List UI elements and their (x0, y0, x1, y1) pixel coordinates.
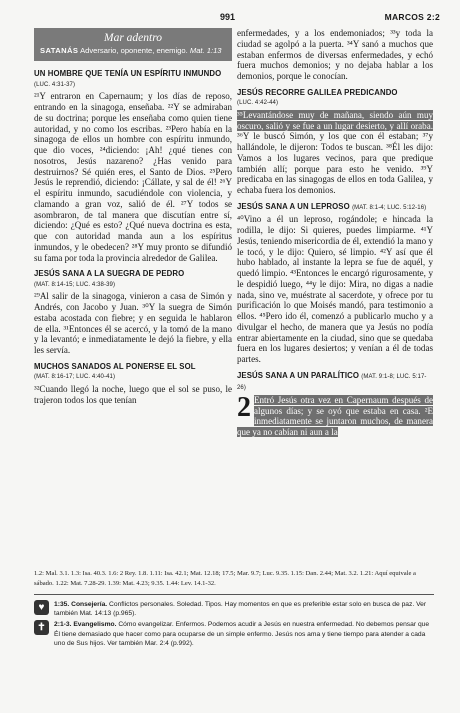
section-text (237, 391, 433, 438)
cross-icon: ✝ (34, 620, 49, 635)
heart-icon: ♥ (34, 600, 49, 615)
page-number: 991 (220, 12, 236, 22)
cross-references: 1.2: Mal. 3.1. 1.3: Isa. 40.3. 1.6: 2 Rey. 1.8. 1.11: Isa. 42.1; Mat. 12.18; 17.5; Mar. 9.7; Luc. 9.35. 1.15: Dan. 2.44; Mat. 3.2. 1.21: Aquí equivale a sábado. 1.22: Mat. 7.28-29. 1.39: Mat. 4.23; 9.35. 1.44: Lev. 14.1-32. (34, 570, 416, 587)
section-text: enfermedades, y a los endemoniados; ³³y toda la ciudad se agolpó a la puerta. ³⁴Y sanó a muchos que estaban enfermos de diversas enfermedades, y echó fuera muchos demonios; y no dejaba hablar a los demonios, porque le conocían. (237, 28, 433, 81)
running-head: MARCOS 2:2 (384, 12, 440, 22)
section-heading: JESÚS RECORRE GALILEA PREDICANDO (LUC. 4:42-44) (237, 87, 398, 107)
box-term: SATANÁS (40, 46, 79, 55)
highlighted-verse: ³⁵Levantándose muy de mañana, siendo aún muy oscuro, salió y se fue a un lugar desierto, y allí oraba. (237, 109, 433, 131)
box-definition-text: Adversario, oponente, enemigo. (80, 46, 188, 55)
section-heading: UN HOMBRE QUE TENÍA UN ESPÍRITU INMUNDO (LUC. 4:31-37) (34, 69, 222, 88)
right-column (237, 28, 433, 438)
note-item: ✝ 2:1-3. Evangelismo. Cómo evangelizar. Enfermos. Podemos acudir a Jesús en nuestra enfermedad. No debemos pensar que Él tiene demasiado que hacer como para ocuparse de un simple enfermo. Jesús nos ama y tiene tiempo para atender a cada uno de Sus hijos. Ver también Mar. 2:4 (p.992). (34, 620, 434, 648)
box-title: Mar adentro (103, 32, 163, 44)
section-heading: JESÚS SANA A LA SUEGRA DE PEDRO (MAT. 8:14-15; LUC. 4:38-39) (34, 269, 185, 288)
box-definition (40, 46, 226, 55)
divider (34, 594, 434, 595)
note-item: ♥ 1:35. Consejería. Conflictos personales. Soledad. Tipos. Hay momentos en que es preferible estar solo en busca de paz. Ver también Mat. 14:13 (p.965). (34, 600, 434, 618)
section-heading: MUCHOS SANADOS AL PONERSE EL SOL (MAT. 8:16-17; LUC. 4:40-41) (34, 361, 196, 381)
section-text: ⁴⁰Vino a él un leproso, rogándole; e hincada la rodilla, le dijo: Si quieres, puedes limpiarme. ⁴¹Y Jesús, teniendo misericordia de él, extendió la mano y le tocó, y le dijo: Quiero, sé limpio. ⁴²Y así que él hubo hablado, al instante la lepra se fue de aquél, y quedó limpio. ⁴³Entonces le encargó rigurosamente, y le despidió luego, ⁴⁴y le dijo: Mira, no digas a nadie nada, sino ve, muéstrate al sacerdote, y ofrece por tu purificación lo que Moisés mandó, para testimonio a ellos. ⁴⁵Pero ido él, comenzó a publicarlo mucho y a divulgar el hecho, de manera que ya Jesús no podía entrar abiertamente en la ciudad, sino que se quedaba fuera en los lugares desiertos; y venían a él de todas partes. (237, 214, 433, 364)
chapter-number: 2 (237, 391, 251, 423)
section-heading: JESÚS SANA A UN LEPROSO (MAT. 8:1-4; LUC. 5:12-16) (237, 201, 427, 211)
section-text: ³⁵Levantándose muy de mañana, siendo aún muy oscuro, salió y se fue a un lugar desierto, y allí oraba. ³⁶Y le buscó Simón, y los que con él estaban; ³⁷y hallándole, le dijeron: Todos te buscan. ³⁸Él les dijo: Vamos a los lugares vecinos, para que predique también allí; porque para esto he venido. ³⁹Y predicaba en las sinagogas de ellos en toda Galilea, y echaba fuera los demonios. (237, 109, 433, 195)
sidebar-box (34, 28, 232, 61)
highlighted-verse: Entró Jesús otra vez en Capernaum después de algunos días; y se oyó que estaba en casa. ²E inmediatamente se juntaron muchos, de manera que ya no cabían ni aun a la (237, 394, 433, 437)
section-text: ³²Cuando llegó la noche, luego que el sol se puso, le trajeron todos los que tenían (34, 383, 232, 405)
section-text: ²⁹Al salir de la sinagoga, vinieron a casa de Simón y Andrés, con Jacobo y Juan. ³⁰Y la suegra de Simón estaba acostada con fiebre; y en seguida le hablaron de ella. ³¹Entonces él se acercó, y la tomó de la mano y la levantó; e inmediatamente le dejó la fiebre, y ella les servía. (34, 291, 232, 356)
section-heading: JESÚS SANA A UN PARALÍTICO (MAT. 9:1-8; LUC. 5:17-26) (237, 370, 427, 392)
left-column (34, 28, 232, 405)
study-notes (34, 600, 434, 650)
box-ref: Mat. 1:13 (189, 46, 222, 55)
section-text: ²¹Y entraron en Capernaum; y los días de reposo, entrando en la sinagoga, enseñaba. ²²Y se admiraban de su doctrina; porque les enseñaba como quien tiene autoridad, y no como los escribas. ²³Pero había en la sinagoga de ellos un hombre con espíritu inmundo, que dio voces, ²⁴diciendo: ¡Ah! ¿qué tienes con nosotros, Jesús nazareno? ¿Has venido para destruirnos? Sé quién eres, el Santo de Dios. ²⁵Pero Jesús le reprendió, diciendo: ¡Cállate, y sal de él! ²⁶Y el espíritu inmundo, sacudiéndole con violencia, y clamando a gran voz, salió de él. ²⁷Y todos se asombraron, de tal manera que discutían entre sí, diciendo: ¿Qué es esto? ¿Qué nueva doctrina es esta, que con autoridad manda aun a los espíritus inmundos, y le obedecen? ²⁸Y muy pronto se difundió su fama por toda la provincia alrededor de Galilea. (34, 91, 232, 263)
